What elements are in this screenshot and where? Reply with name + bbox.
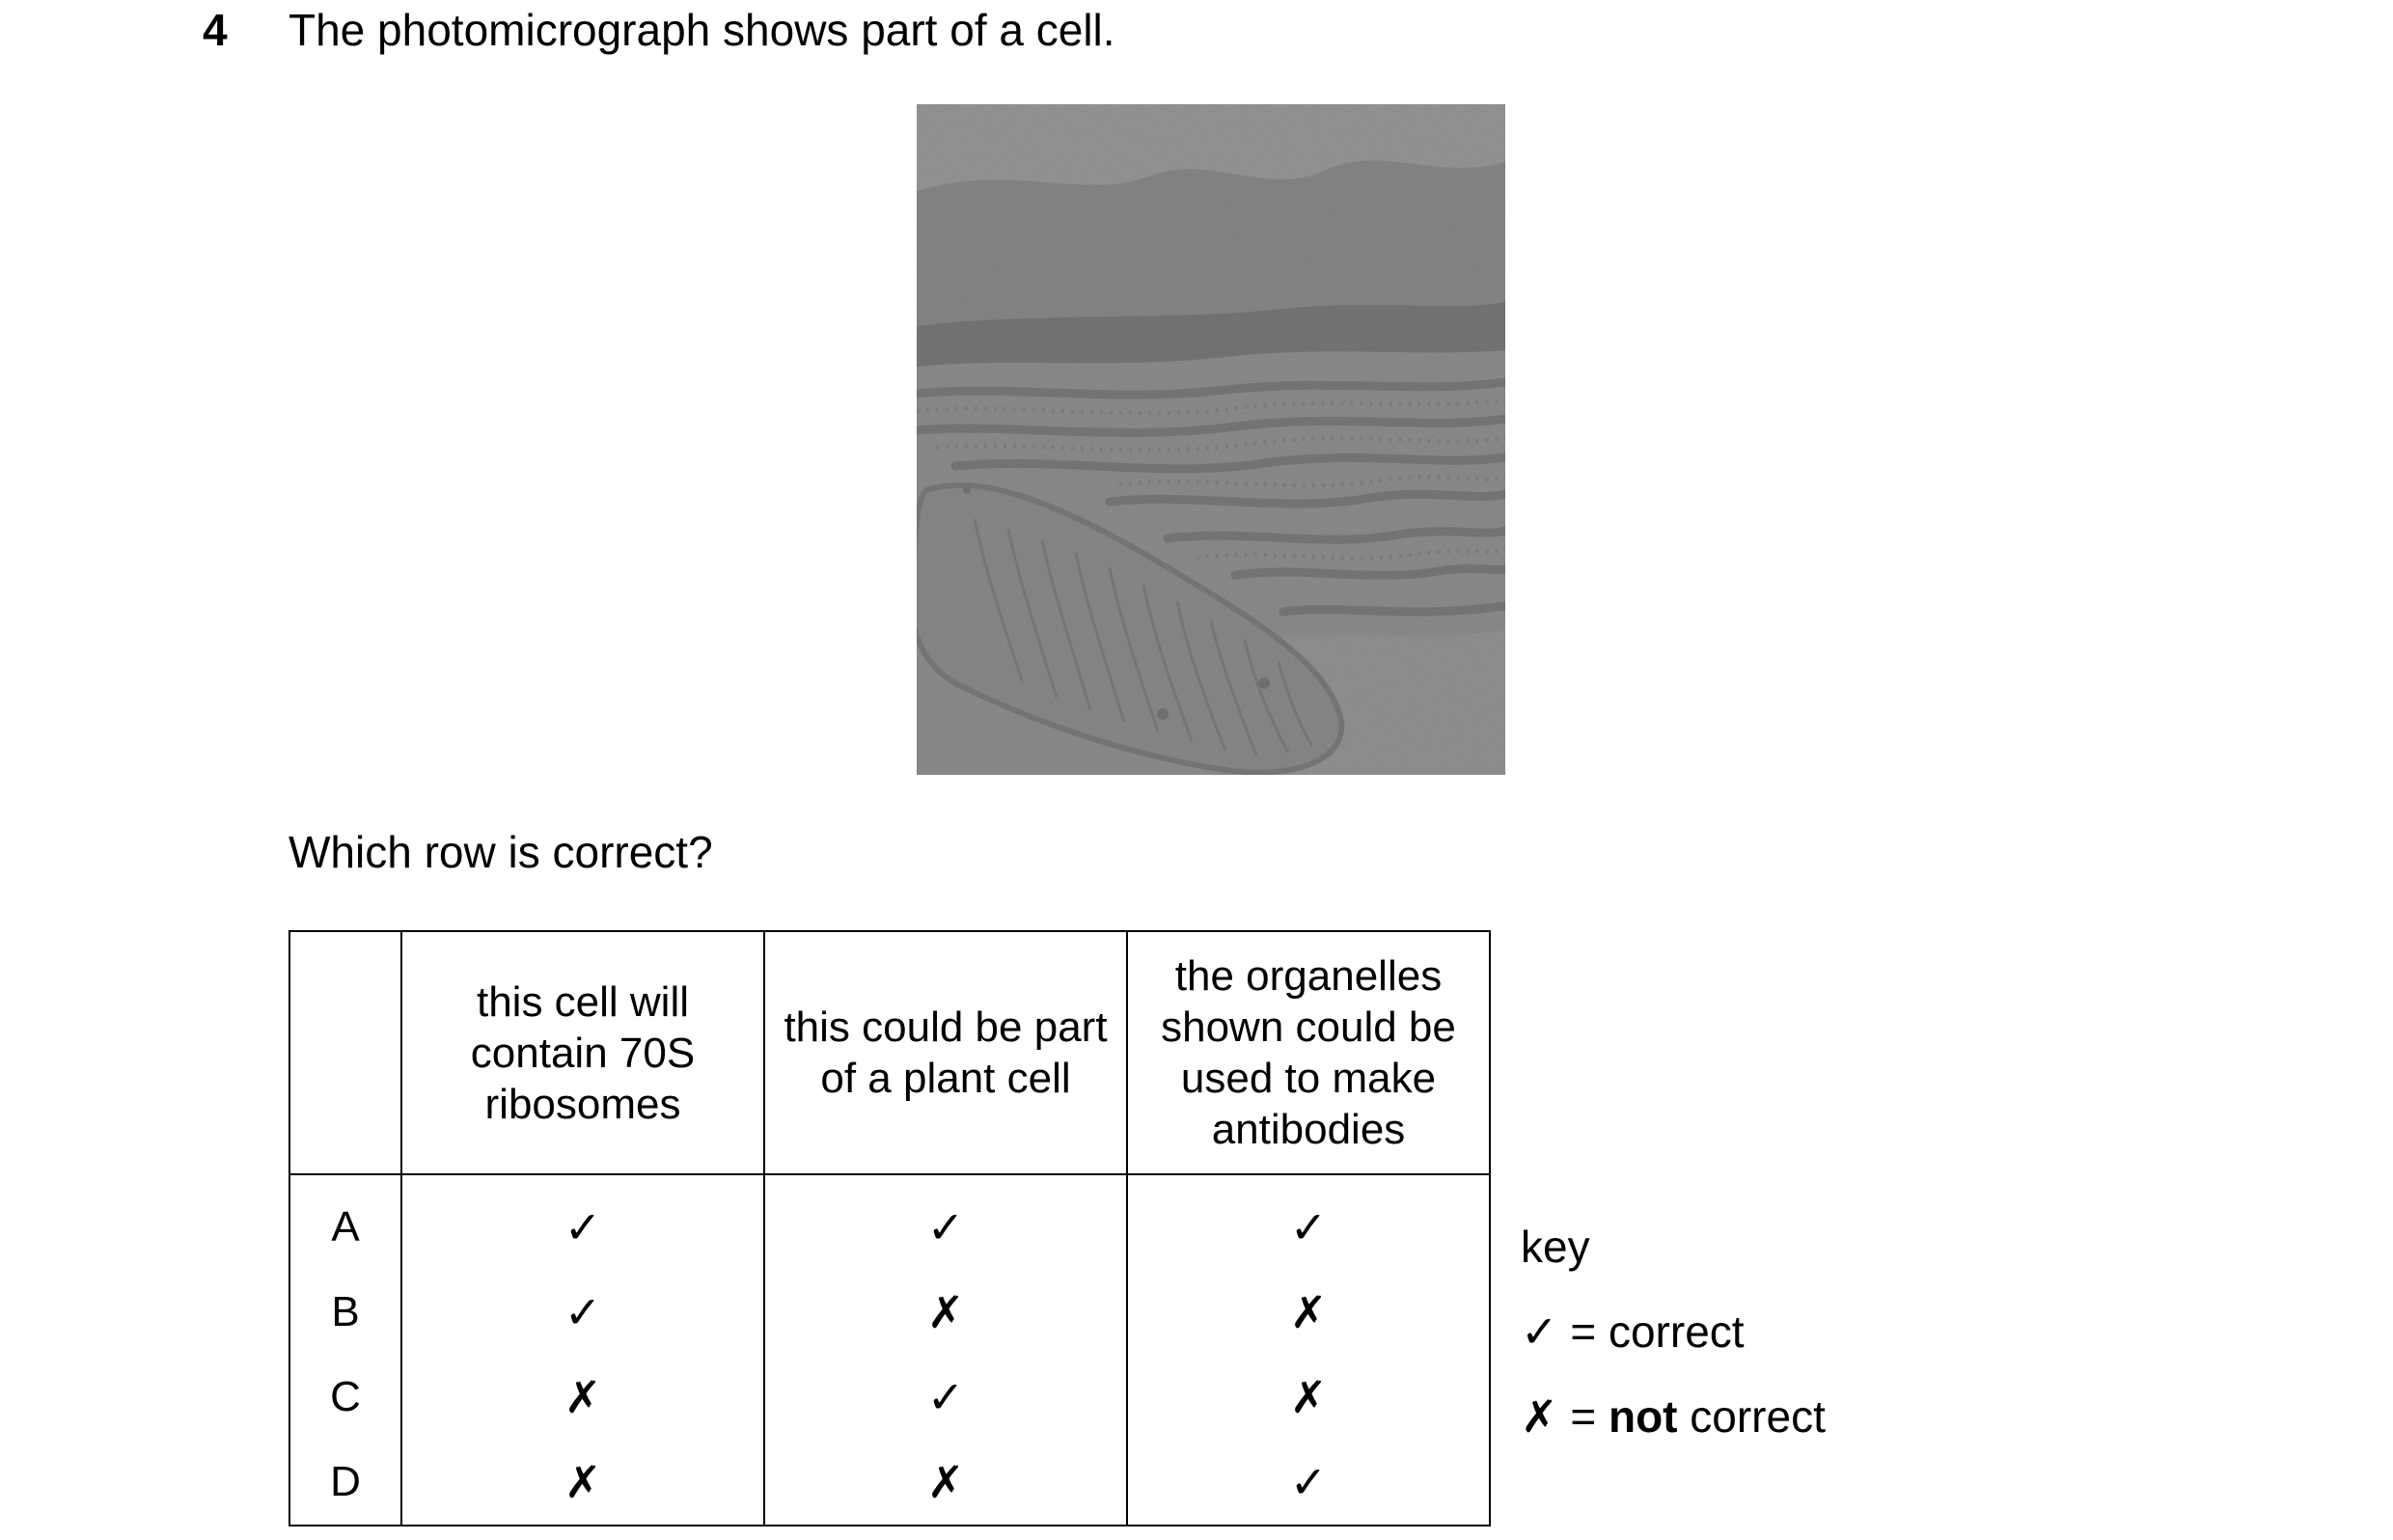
cross-icon: ✗ xyxy=(1521,1391,1558,1442)
header-empty-cell xyxy=(289,931,401,1174)
row-letter: A xyxy=(289,1174,401,1270)
answer-key xyxy=(1521,1204,1826,1459)
key-cross-eq: = xyxy=(1570,1391,1597,1442)
mark-cell: ✓ xyxy=(764,1174,1127,1270)
answer-table xyxy=(289,930,1491,1526)
mark-cell: ✗ xyxy=(401,1355,764,1440)
mark-cell: ✓ xyxy=(1127,1174,1490,1270)
row-letter: D xyxy=(289,1440,401,1526)
key-cross-rest: correct xyxy=(1690,1391,1826,1442)
mark-cell: ✓ xyxy=(1127,1440,1490,1526)
question-number: 4 xyxy=(203,5,228,55)
key-tick-text: = correct xyxy=(1570,1306,1745,1357)
mark-cell: ✓ xyxy=(401,1174,764,1270)
row-letter: C xyxy=(289,1355,401,1440)
key-tick-line xyxy=(1521,1289,1826,1374)
mark-cell: ✗ xyxy=(1127,1355,1490,1440)
header-antibodies: the organelles shown could be used to make antibodies xyxy=(1127,931,1490,1174)
table-row xyxy=(289,1440,1490,1526)
table-row xyxy=(289,1270,1490,1355)
cell-photomicrograph xyxy=(917,104,1505,775)
key-cross-line xyxy=(1521,1374,1826,1459)
mark-cell: ✗ xyxy=(1127,1270,1490,1355)
mark-cell: ✗ xyxy=(764,1270,1127,1355)
mark-cell: ✗ xyxy=(401,1440,764,1526)
key-cross-bold: not xyxy=(1608,1391,1678,1442)
row-letter: B xyxy=(289,1270,401,1355)
table-row xyxy=(289,1355,1490,1440)
table-header-row xyxy=(289,931,1490,1174)
key-title: key xyxy=(1521,1222,1590,1272)
question-prompt: Which row is correct? xyxy=(289,827,713,877)
table-row xyxy=(289,1174,1490,1270)
header-70s-ribosomes: this cell will contain 70S ribosomes xyxy=(401,931,764,1174)
mark-cell: ✓ xyxy=(764,1355,1127,1440)
mark-cell: ✓ xyxy=(401,1270,764,1355)
question-intro: The photomicrograph shows part of a cell. xyxy=(289,5,1115,55)
header-plant-cell: this could be part of a plant cell xyxy=(764,931,1127,1174)
mark-cell: ✗ xyxy=(764,1440,1127,1526)
tick-icon: ✓ xyxy=(1521,1306,1558,1357)
